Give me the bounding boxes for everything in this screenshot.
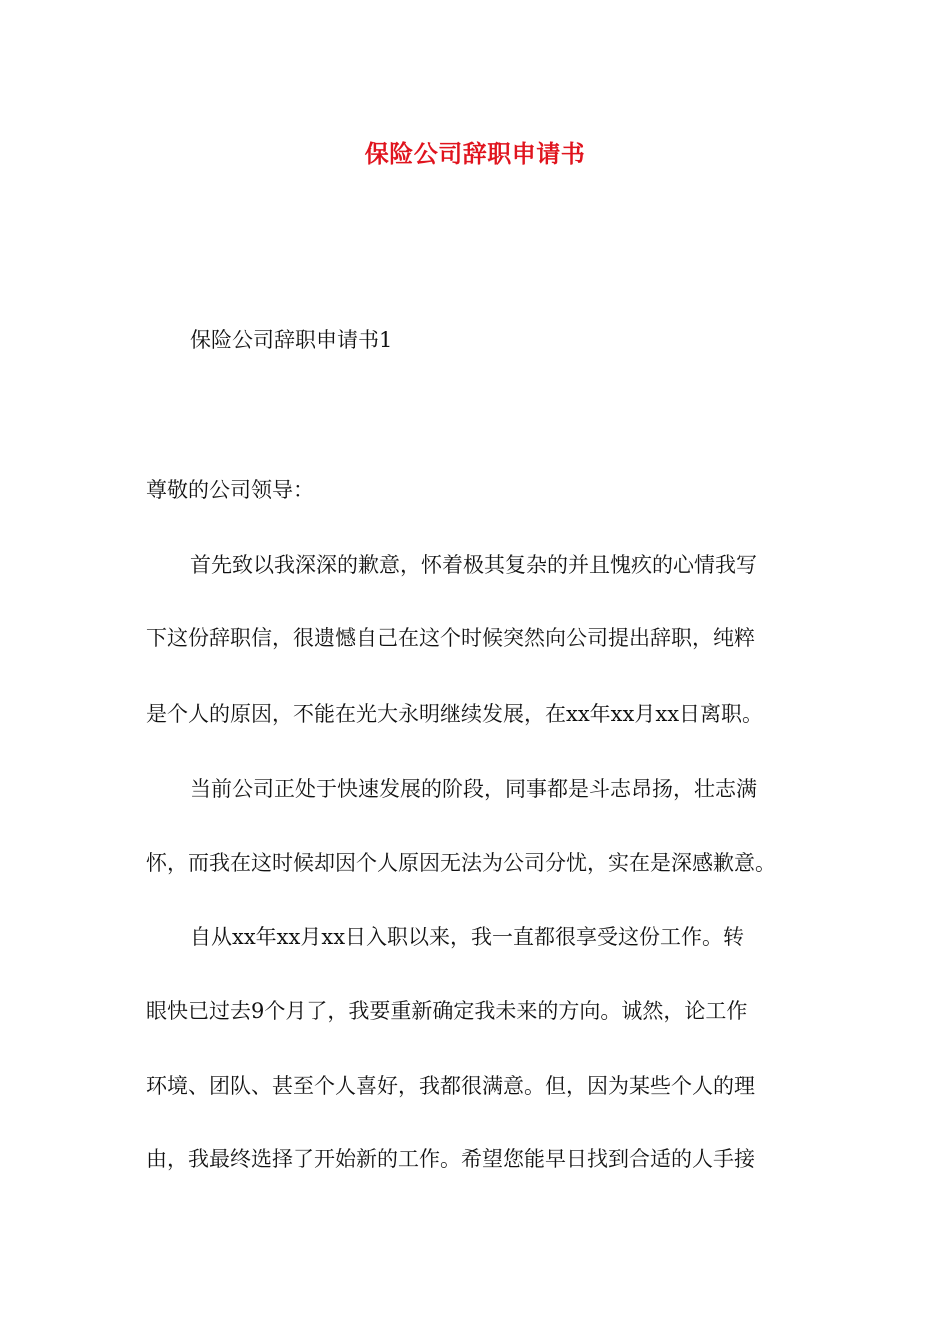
- section-heading: 保险公司辞职申请书1: [190, 328, 393, 352]
- paragraph-line: 首先致以我深深的歉意，怀着极其复杂的并且愧疚的心情我写: [190, 553, 757, 577]
- document-title: 保险公司辞职申请书: [364, 139, 586, 168]
- paragraph-line: 是个人的原因，不能在光大永明继续发展，在xx年xx月xx日离职。: [146, 702, 764, 726]
- paragraph-line: 眼快已过去9个月了，我要重新确定我未来的方向。诚然，论工作: [146, 999, 748, 1023]
- paragraph-line: 环境、团队、甚至个人喜好，我都很满意。但，因为某些个人的理: [146, 1074, 755, 1098]
- salutation: 尊敬的公司领导：: [146, 478, 314, 502]
- paragraph-line: 怀，而我在这时候却因个人原因无法为公司分忧，实在是深感歉意。: [146, 851, 776, 875]
- paragraph-line: 由，我最终选择了开始新的工作。希望您能早日找到合适的人手接: [146, 1147, 755, 1171]
- paragraph-line: 下这份辞职信，很遗憾自己在这个时候突然向公司提出辞职，纯粹: [146, 626, 755, 650]
- paragraph-line: 当前公司正处于快速发展的阶段，同事都是斗志昂扬，壮志满: [190, 777, 757, 801]
- paragraph-line: 自从xx年xx月xx日入职以来，我一直都很享受这份工作。转: [190, 925, 745, 949]
